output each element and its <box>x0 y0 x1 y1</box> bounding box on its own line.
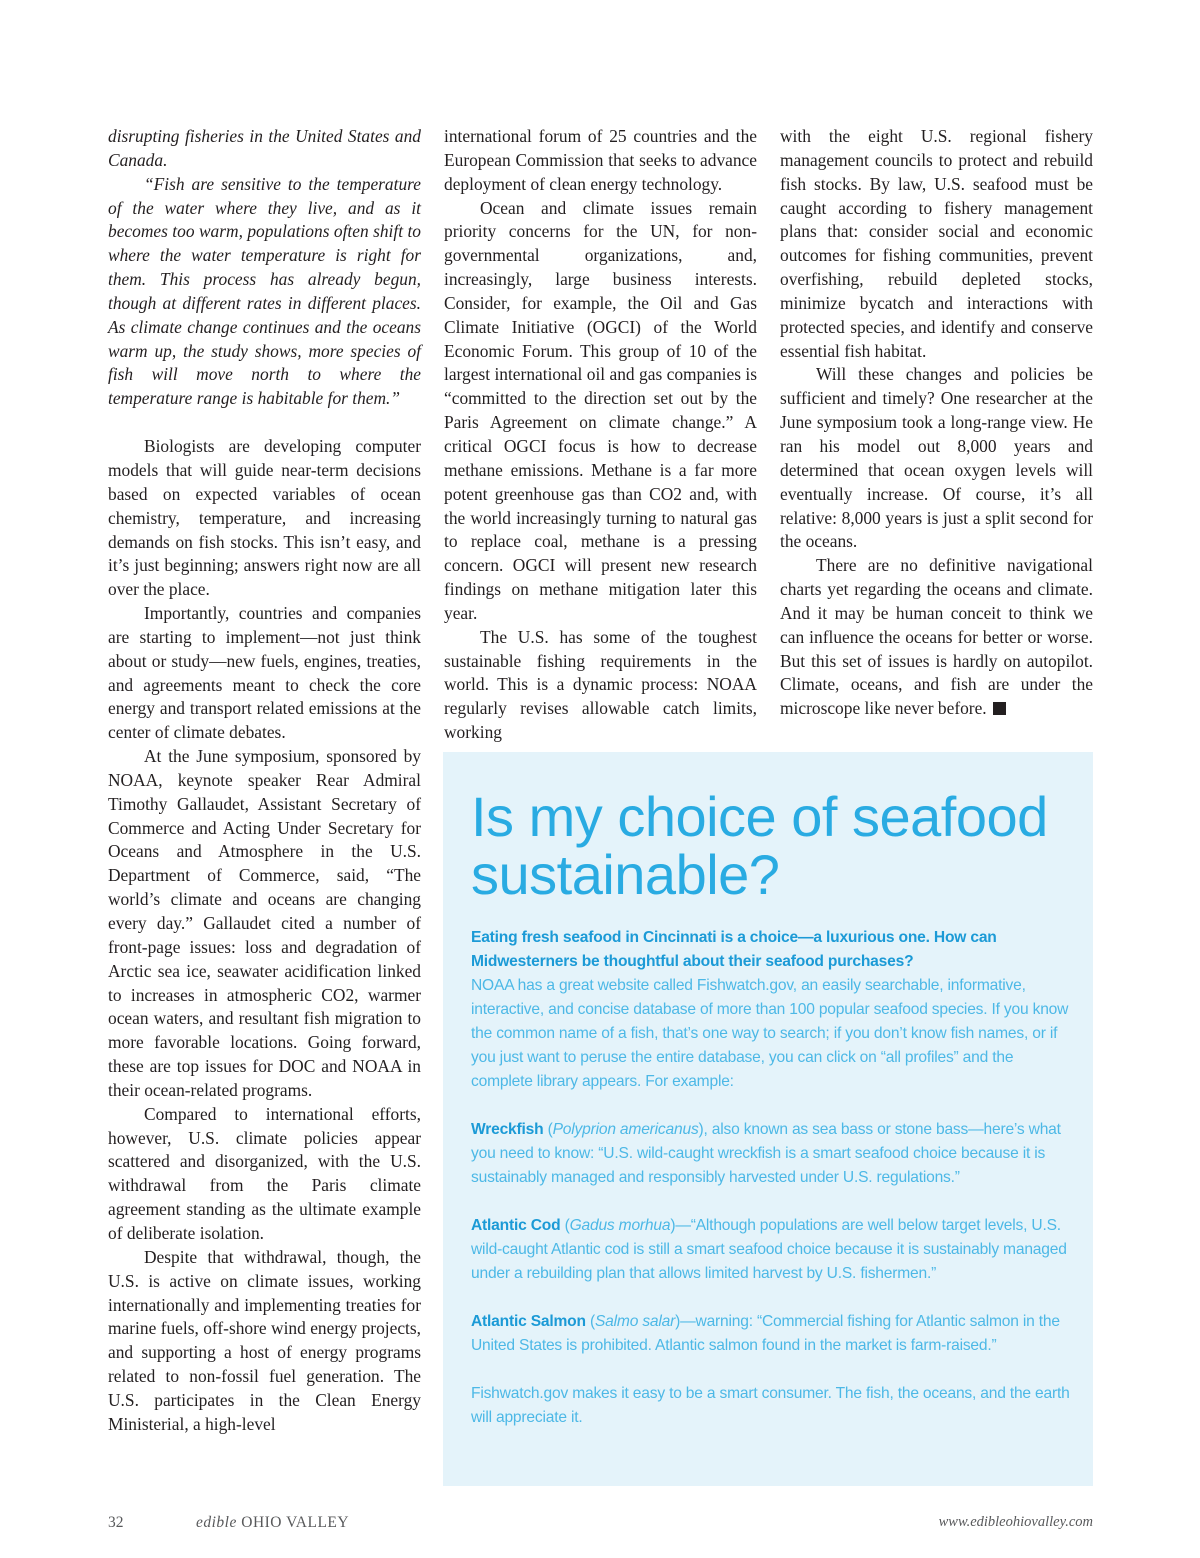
paragraph: Importantly, countries and companies are starting to implement—not just think about or study—new fuels, engines, treaties, and agreements meant to check the core energy and transport related emissions at the center of climate debates. <box>108 603 421 743</box>
paragraph: Biologists are developing computer models that will guide near-term decisions based on expected variables of ocean chemistry, temperature, and increasing demands on fish stocks. This isn’t easy, and it’s just beginning; answers right now are all over the place. <box>108 436 421 600</box>
fish-description: , also known as sea bass or stone bass—here’s what you need to know: “U.S. wild-caught wreckfish is a smart seafood choice because it is sustainably managed and responsibly harvested under U.S. regulations.” <box>471 1121 1061 1186</box>
fish-name: Atlantic Salmon <box>471 1313 586 1330</box>
fish-entry-atlantic-cod: Atlantic Cod (Gadus morhua)—“Although populations are well below target levels, U.S. wild-caught Atlantic cod is still a smart seafood choice because it is sustainably managed under a rebuilding plan that allows limited harvest by U.S. fishermen.” <box>471 1217 1067 1282</box>
sidebar-lead: Eating fresh seafood in Cincinnati is a choice—a luxurious one. How can Midwesterners be thoughtful about their seafood purchases? <box>471 929 997 970</box>
sidebar-body <box>471 926 1071 1430</box>
magazine-prefix: edible <box>196 1514 237 1531</box>
article-column-1 <box>108 125 421 1437</box>
paragraph: Compared to international efforts, however, U.S. climate policies appear scattered and disorganized, with the U.S. withdrawal from the Paris climate agreement standing as the ultimate example of deliberate isolation. <box>108 1103 421 1243</box>
paragraph: Will these changes and policies be sufficient and timely? One researcher at the June symposium took a long-range view. He ran his model out 8,000 years and determined that ocean oxygen levels will eventually increase. Of course, it’s all relative: 8,000 years is just a split second for the oceans. <box>780 364 1093 552</box>
end-of-article-mark <box>993 702 1006 715</box>
sidebar-closing: Fishwatch.gov makes it easy to be a smart consumer. The fish, the oceans, and the earth will appreciate it. <box>471 1385 1070 1426</box>
magazine-name <box>196 1514 349 1532</box>
sidebar-intro: NOAA has a great website called Fishwatch.gov, an easily searchable, informative, interactive, and concise database of more than 100 popular seafood species. If you know the common name of a fish, that’s one way to search; if you don’t know fish names, or if you just want to peruse the entire database, you can click on “all profiles” and the complete library appears. For example: <box>471 977 1069 1090</box>
seafood-sidebar <box>443 752 1093 1486</box>
paragraph: The U.S. has some of the toughest sustainable fishing requirements in the world. This is a dynamic process: NOAA regularly revises allowable catch limits, working <box>444 626 757 743</box>
spacer <box>471 1094 1071 1118</box>
spacer <box>471 1190 1071 1214</box>
sidebar-title: Is my choice of seafood sustainable? <box>471 785 1048 906</box>
quote-lead: disrupting fisheries in the United States and Canada. <box>108 126 421 170</box>
fish-scientific-name: Salmo salar <box>594 1313 676 1330</box>
fish-description: —“Although populations are well below target levels, U.S. wild-caught Atlantic cod is still a smart seafood choice because it is sustainably managed under a rebuilding plan that allows limited harvest by U.S. fishermen.” <box>471 1217 1067 1282</box>
fish-scientific-name: Polyprion americanus <box>552 1121 699 1138</box>
fish-name: Atlantic Cod <box>471 1217 561 1234</box>
fish-scientific-name: Gadus morhua <box>569 1217 671 1234</box>
fish-entry-atlantic-salmon: Atlantic Salmon (Salmo salar)—warning: “Commercial fishing for Atlantic salmon in the United States is prohibited. Atlantic salmon found in the market is farm-raised.” <box>471 1313 1060 1354</box>
website-url: www.edibleohiovalley.com <box>938 1514 1093 1530</box>
paragraph: At the June symposium, sponsored by NOAA, keynote speaker Rear Admiral Timothy Gallaudet, Assistant Secretary of Commerce and Acting Under Secretary for Oceans and Atmosphere in the U.S. Department of Commerce, said, “The world’s climate and oceans are changing every day.” Gallaudet cited a number of front-page issues: loss and degradation of Arctic sea ice, seawater acidification linked to increases in atmospheric CO2, warmer ocean waters, and resultant fish migration to more favorable locations. Going forward, these are top issues for DOC and NOAA in their ocean-related programs. <box>108 746 421 1100</box>
fish-description: —warning: “Commercial fishing for Atlantic salmon in the United States is prohibited. Atlantic salmon found in the market is farm-raised.” <box>471 1313 1060 1354</box>
magazine-title: OHIO VALLEY <box>241 1514 350 1531</box>
page-number: 32 <box>108 1514 124 1531</box>
paragraph: Despite that withdrawal, though, the U.S. is active on climate issues, working internationally and implementing treaties for marine fuels, off-shore wind energy projects, and supporting a host of energy programs related to non-fossil fuel generation. The U.S. participates in the Clean Energy Ministerial, a high-level <box>108 1246 421 1434</box>
paragraph-text: There are no definitive navigational charts yet regarding the oceans and climate. And it may be human conceit to think we can influence the oceans for better or worse. But this set of issues is hardly on autopilot. Climate, oceans, and fish are under the microscope like never before. <box>780 555 1093 719</box>
pull-quote: “Fish are sensitive to the temperature of the water where they live, and as it becomes too warm, populations often shift to where the water temperature is right for them. This process has already begun, though at different rates in different places. As climate change continues and the oceans warm up, the study shows, more species of fish will move north to where the temperature range is habitable for them.” <box>108 173 421 409</box>
fish-entry-wreckfish: Wreckfish (Polyprion americanus), also known as sea bass or stone bass—here’s what you need to know: “U.S. wild-caught wreckfish is a smart seafood choice because it is sustainably managed and responsibly harvested under U.S. regulations.” <box>471 1121 1061 1186</box>
paragraph: international forum of 25 countries and the European Commission that seeks to advance deployment of clean energy technology. <box>444 126 757 194</box>
fish-name: Wreckfish <box>471 1121 544 1138</box>
article-column-3 <box>780 125 1093 721</box>
article-column-2 <box>444 125 757 745</box>
spacer <box>471 1358 1071 1382</box>
paragraph: Ocean and climate issues remain priority concerns for the UN, for non-governmental organizations, and, increasingly, large business interests. Consider, for example, the Oil and Gas Climate Initiative (OGCI) of the World Economic Forum. This group of 10 of the largest international oil and gas companies is “committed to the direction set out by the Paris Agreement on climate change.” A critical OGCI focus is how to decrease methane emissions. Methane is a far more potent greenhouse gas than CO2 and, with the world increasingly turning to natural gas to replace coal, methane is a pressing concern. OGCI will present new research findings on methane mitigation later this year. <box>444 197 757 623</box>
spacer <box>108 411 421 435</box>
paragraph: with the eight U.S. regional fishery management councils to protect and rebuild fish stocks. By law, U.S. seafood must be caught according to fishery management plans that: consider social and economic outcomes for fishing communities, prevent overfishing, rebuild depleted stocks, minimize bycatch and interactions with protected species, and identify and conserve essential fish habitat. <box>780 126 1093 361</box>
spacer <box>471 1286 1071 1310</box>
paragraph-final <box>780 554 1093 721</box>
